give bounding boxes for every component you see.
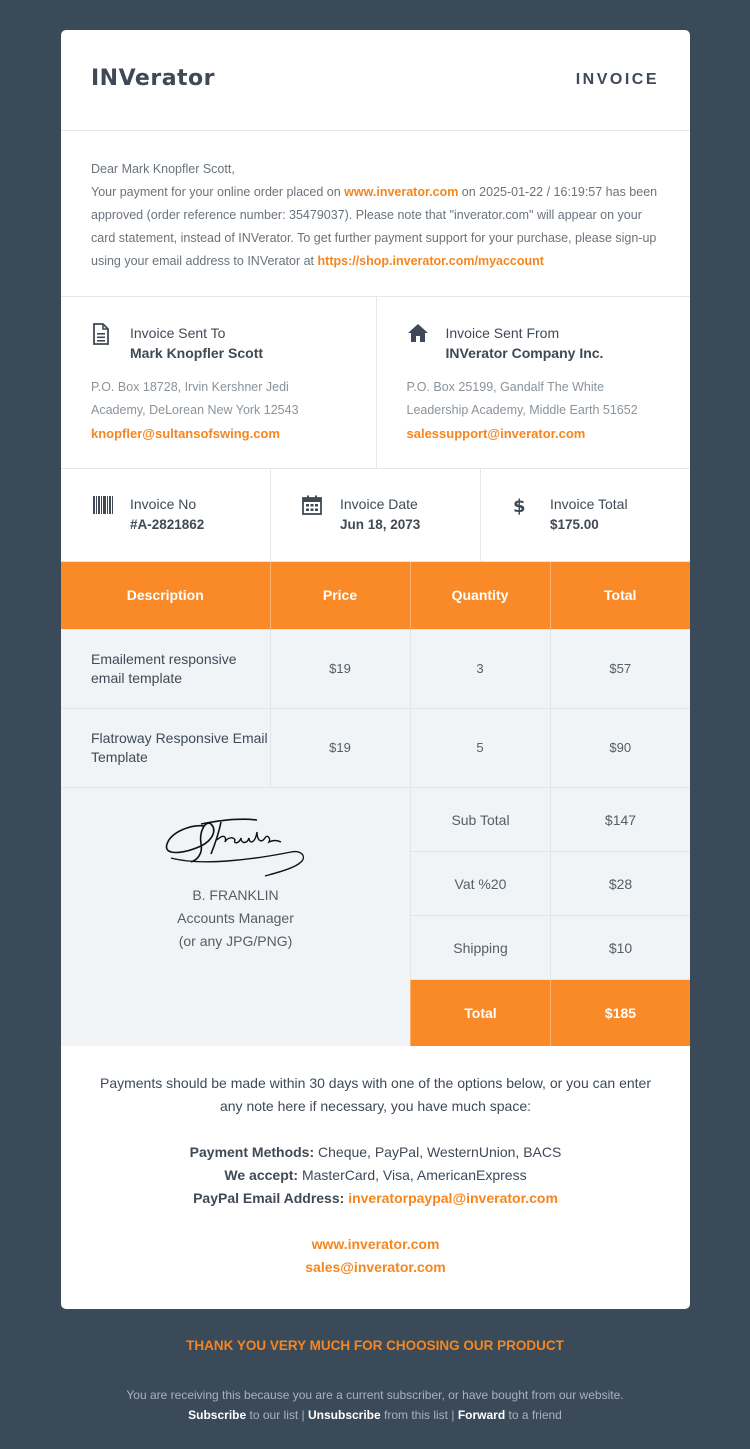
dollar-icon <box>512 495 534 517</box>
invoice-date-cell <box>270 469 480 561</box>
invoice-date-label: Invoice Date <box>340 496 418 512</box>
payment-methods <box>61 1141 690 1164</box>
sales-email-link[interactable]: sales@inverator.com <box>305 1259 446 1275</box>
sent-to-label: Invoice Sent To <box>130 325 226 341</box>
grand-total-row <box>410 979 690 1046</box>
invoice-number-value: #A-2821862 <box>130 517 205 532</box>
calendar-icon <box>302 495 324 517</box>
table-header-row <box>61 562 690 629</box>
unsubscribe-link[interactable]: Unsubscribe <box>307 1408 381 1422</box>
invoice-total-label: Invoice Total <box>550 496 628 512</box>
invoice-card <box>61 30 690 1309</box>
invoice-header <box>61 30 690 131</box>
intro-message <box>61 131 690 297</box>
item-quantity: 3 <box>410 629 550 708</box>
payment-note: Payments should be made within 30 days with one of the options below, or you can enter any note here if necessary, you have much space: <box>99 1075 651 1114</box>
item-total: $90 <box>550 708 690 787</box>
item-quantity: 5 <box>410 708 550 787</box>
footer-text-1: to our list | <box>246 1408 308 1422</box>
thank-you-message: THANK YOU VERY MUCH FOR CHOOSING OUR PRODUCT <box>186 1338 564 1353</box>
sent-from-address: P.O. Box 25199, Gandalf The White Leadership Academy, Middle Earth 51652 <box>406 380 638 417</box>
signer-name: B. FRANKLIN <box>192 887 279 903</box>
logo[interactable]: INVerator <box>91 66 216 91</box>
footer-text-2: from this list | <box>380 1408 458 1422</box>
subtotal-value: $147 <box>550 788 690 851</box>
item-description: Flatroway Responsive Email Template <box>61 708 270 787</box>
line-items-table <box>61 562 690 787</box>
accepted-cards-value: MasterCard, Visa, AmericanExpress <box>298 1167 527 1183</box>
website-link[interactable]: www.inverator.com <box>344 185 459 199</box>
vat-row <box>410 851 690 915</box>
invoice-total-value: $175.00 <box>550 517 599 532</box>
payment-info <box>61 1046 690 1279</box>
column-quantity: Quantity <box>410 562 550 629</box>
item-total: $57 <box>550 629 690 708</box>
forward-link[interactable]: Forward <box>457 1408 506 1422</box>
payment-methods-label: Payment Methods: <box>189 1144 315 1160</box>
sent-to-block <box>61 297 376 468</box>
intro-paragraph <box>91 181 660 273</box>
subtotal-label: Sub Total <box>410 788 550 851</box>
column-price: Price <box>270 562 410 629</box>
sent-to-email[interactable]: knopfler@sultansofswing.com <box>91 426 280 441</box>
barcode-icon <box>92 495 114 517</box>
subtotal-row <box>410 787 690 851</box>
parties-section <box>61 297 690 469</box>
greeting: Dear Mark Knopfler Scott, <box>91 162 235 176</box>
subscription-footer <box>0 1385 750 1425</box>
signature-image <box>161 810 311 882</box>
signature-note: (or any JPG/PNG) <box>178 933 293 949</box>
table-row <box>61 629 690 708</box>
paypal-email <box>61 1187 690 1210</box>
sent-from-name: INVerator Company Inc. <box>445 345 604 361</box>
footer-text-3: to a friend <box>505 1408 562 1422</box>
intro-text-2: on 2025-01-22 / 16:19:57 has been approved (order reference number: 35479037). Please note that "inverator.com" will appear on your card statement, instead of INVerator. To get further payment support for your purchase, please sign-up using your email address to INVerator at <box>91 185 658 268</box>
summary-section <box>61 787 690 1046</box>
column-description: Description <box>61 562 270 629</box>
subscription-links <box>0 1405 750 1425</box>
subscribe-link[interactable]: Subscribe <box>188 1408 247 1422</box>
item-price: $19 <box>270 629 410 708</box>
sent-from-block <box>376 297 691 468</box>
table-row <box>61 708 690 787</box>
invoice-date-value: Jun 18, 2073 <box>340 517 421 532</box>
grand-total-label: Total <box>410 980 550 1046</box>
paypal-email-label: PayPal Email Address: <box>193 1190 345 1206</box>
sent-to-address: P.O. Box 18728, Irvin Kershner Jedi Academy, DeLorean New York 12543 <box>91 380 299 417</box>
invoice-number-cell <box>61 469 270 561</box>
signature-block <box>61 787 410 1046</box>
invoice-number-label: Invoice No <box>130 496 197 512</box>
document-icon <box>91 323 113 345</box>
sent-from-email[interactable]: salessupport@inverator.com <box>406 426 586 441</box>
accepted-cards <box>61 1164 690 1187</box>
paypal-email-link[interactable]: inveratorpaypal@inverator.com <box>348 1190 558 1206</box>
shipping-value: $10 <box>550 916 690 979</box>
home-icon <box>407 323 429 345</box>
payment-methods-value: Cheque, PayPal, WesternUnion, BACS <box>314 1144 562 1160</box>
invoice-meta <box>61 469 690 562</box>
svg-text:$: $ <box>513 496 526 517</box>
shipping-row <box>410 915 690 979</box>
item-price: $19 <box>270 708 410 787</box>
vat-label: Vat %20 <box>410 852 550 915</box>
shipping-label: Shipping <box>410 916 550 979</box>
accepted-cards-label: We accept: <box>224 1167 299 1183</box>
totals-block <box>410 787 690 1046</box>
account-link[interactable]: https://shop.inverator.com/myaccount <box>317 254 544 268</box>
grand-total-value: $185 <box>550 980 690 1046</box>
item-description: Emailement responsive email template <box>61 629 270 708</box>
column-total: Total <box>550 562 690 629</box>
sent-from-label: Invoice Sent From <box>445 325 560 341</box>
subscription-notice: You are receiving this because you are a current subscriber, or have bought from our website. <box>126 1388 624 1402</box>
invoice-total-cell <box>480 469 690 561</box>
intro-text-1: Your payment for your online order placed on <box>91 185 345 199</box>
invoice-title: INVOICE <box>575 71 659 88</box>
vat-value: $28 <box>550 852 690 915</box>
signer-role: Accounts Manager <box>177 910 294 926</box>
sent-to-name: Mark Knopfler Scott <box>130 345 264 361</box>
company-website-link[interactable]: www.inverator.com <box>311 1236 440 1252</box>
